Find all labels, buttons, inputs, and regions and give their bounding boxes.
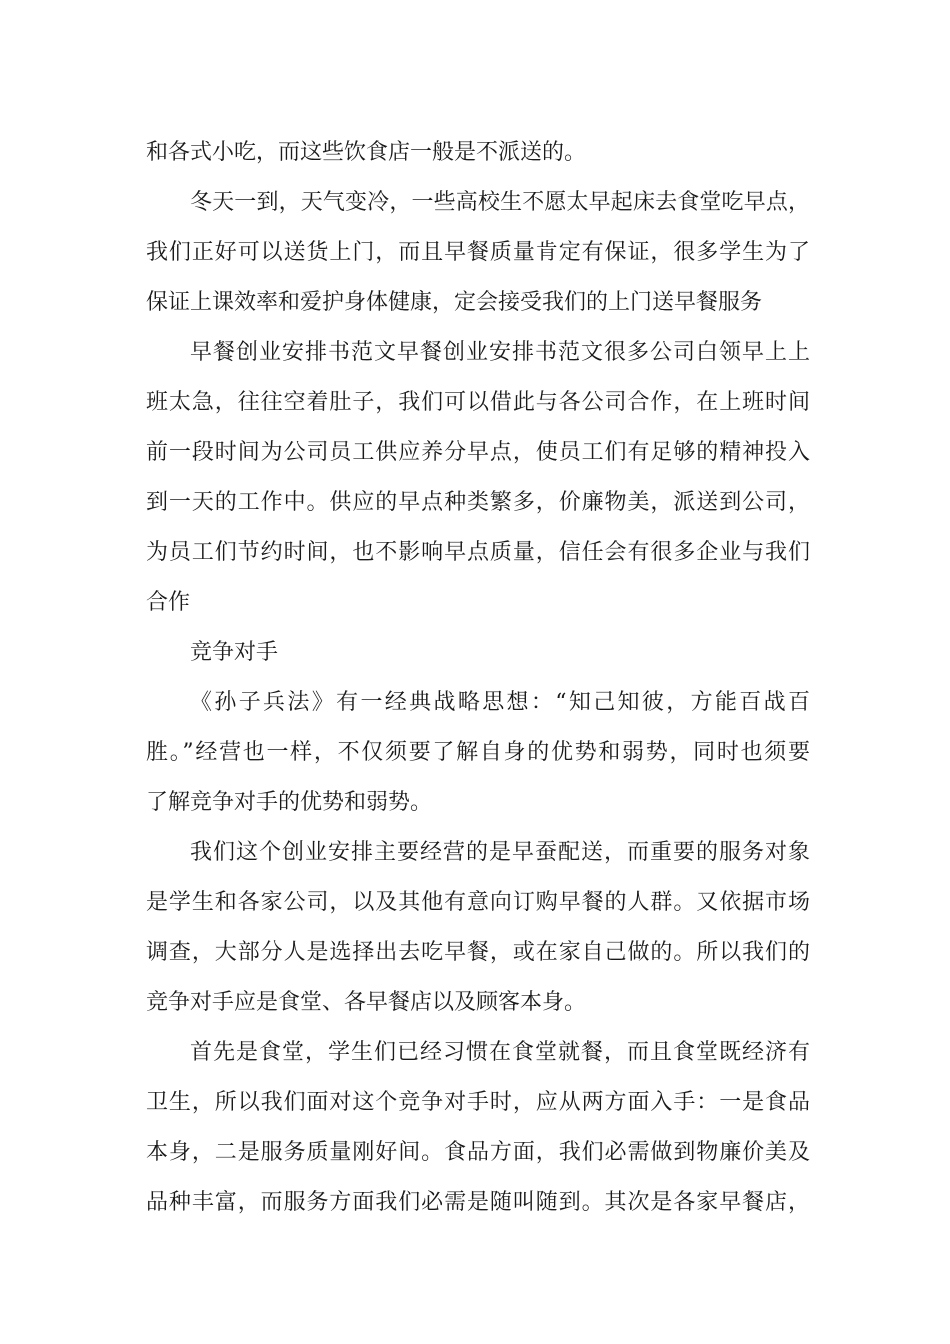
text-line: 本身，二是服务质量刚好间。食品方面，我们必需做到物廉价美及 xyxy=(146,1140,810,1165)
text-line: 调查，大部分人是选择出去吃早餐，或在家自己做的。所以我们的 xyxy=(146,940,810,965)
text-line: 卫生，所以我们面对这个竞争对手时，应从两方面入手：一是食品 xyxy=(146,1090,810,1115)
section-heading: 竞争对手 xyxy=(190,640,279,665)
text-line: 班太急，往往空着肚子，我们可以借此与各公司合作，在上班时间 xyxy=(146,390,810,415)
text-line: 合作 xyxy=(146,590,191,615)
text-line: 早餐创业安排书范文早餐创业安排书范文很多公司白领早上上 xyxy=(190,340,810,365)
text-line: 是学生和各家公司，以及其他有意向订购早餐的人群。又依据市场 xyxy=(146,890,810,915)
text-line: 到一天的工作中。供应的早点种类繁多，价廉物美，派送到公司， xyxy=(146,490,810,515)
text-line: 我们正好可以送货上门，而且早餐质量肯定有保证，很多学生为了 xyxy=(146,240,810,265)
text-line: 和各式小吃，而这些饮食店一般是不派送的。 xyxy=(146,140,587,165)
text-line: 首先是食堂，学生们已经习惯在食堂就餐，而且食堂既经济有 xyxy=(190,1040,810,1065)
text-line: 了解竞争对手的优势和弱势。 xyxy=(146,790,433,815)
text-line: 《孙子兵法》有一经典战略思想：“知己知彼，方能百战百 xyxy=(190,690,810,715)
text-line: 胜。”经营也一样，不仅须要了解自身的优势和弱势，同时也须要 xyxy=(146,740,810,765)
text-line: 保证上课效率和爱护身体健康，定会接受我们的上门送早餐服务 xyxy=(146,290,763,315)
text-line: 前一段时间为公司员工供应养分早点，使员工们有足够的精神投入 xyxy=(146,440,810,465)
text-line: 我们这个创业安排主要经营的是早蚕配送，而重要的服务对象 xyxy=(190,840,810,865)
text-line: 品种丰富，而服务方面我们必需是随叫随到。其次是各家早餐店， xyxy=(146,1190,810,1215)
text-line: 竞争对手应是食堂、各早餐店以及顾客本身。 xyxy=(146,990,587,1015)
document-body xyxy=(146,128,810,1228)
text-line: 冬天一到，天气变冷，一些高校生不愿太早起床去食堂吃早点， xyxy=(190,190,810,215)
text-line: 为员工们节约时间，也不影响早点质量，信任会有很多企业与我们 xyxy=(146,540,810,565)
